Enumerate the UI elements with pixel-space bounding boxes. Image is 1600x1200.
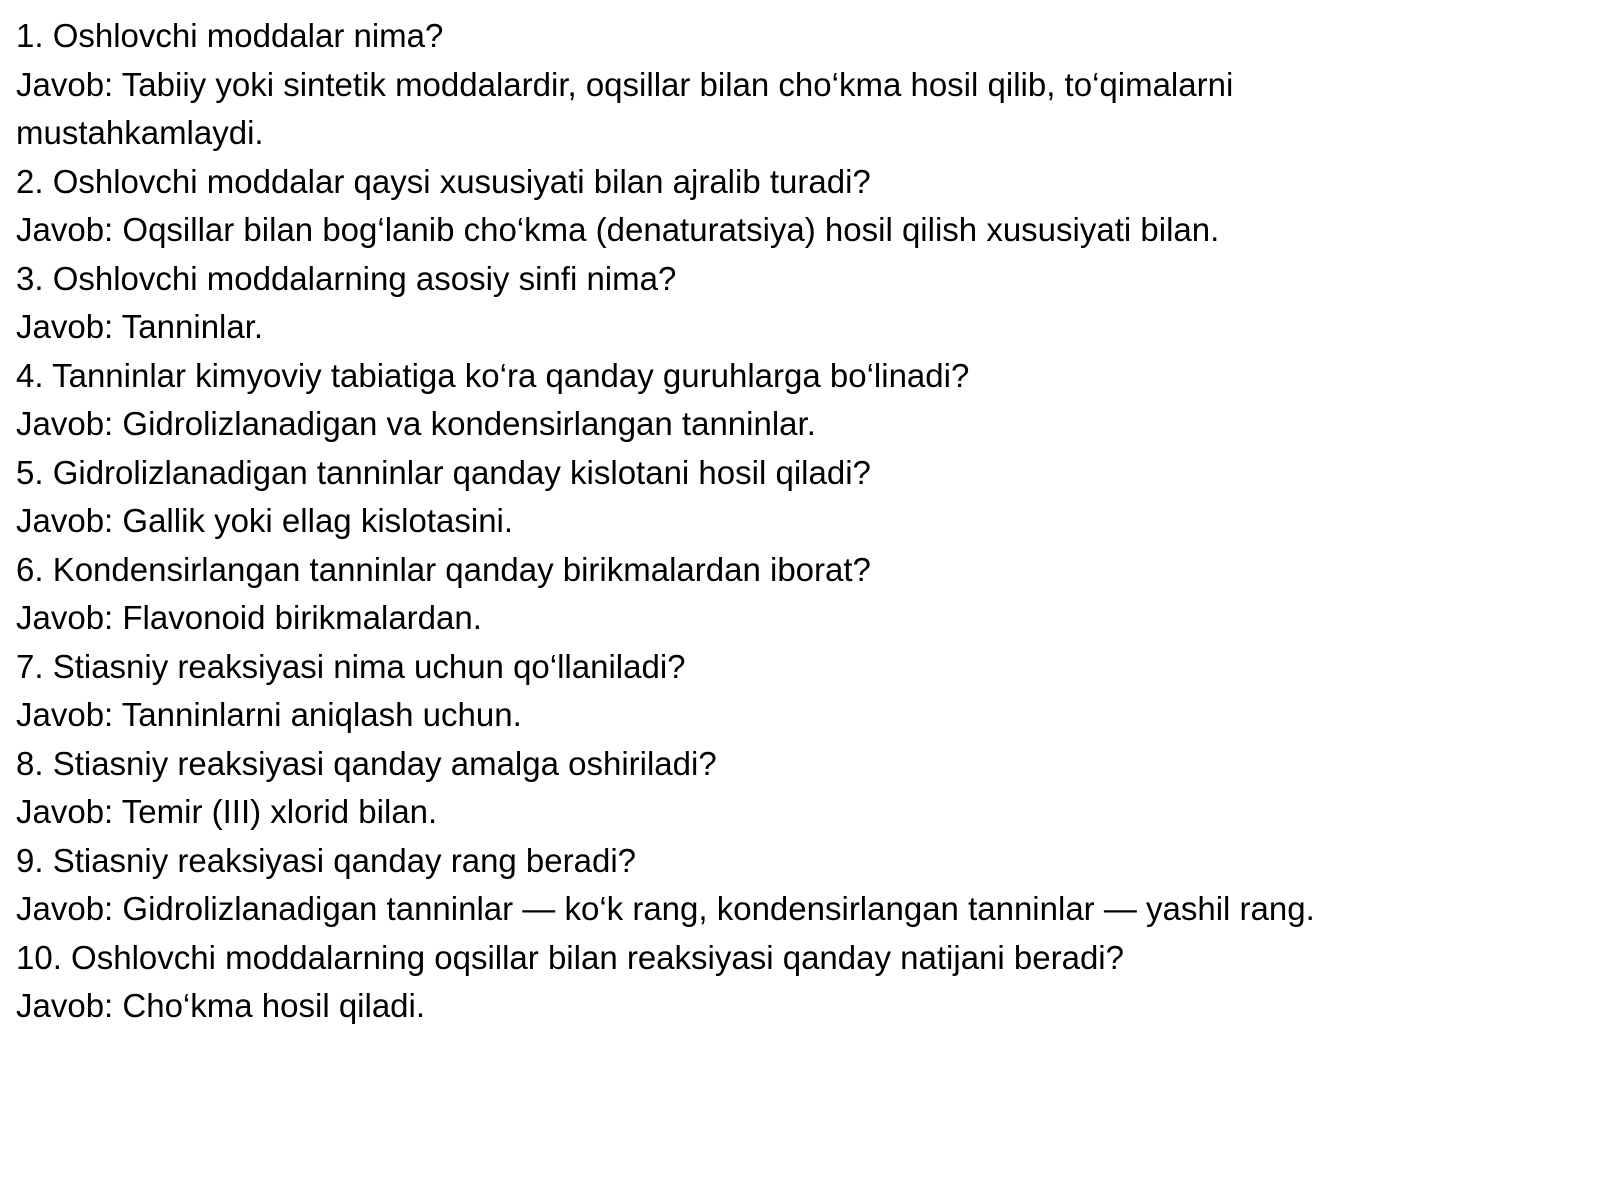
answer-9: Javob: Gidrolizlanadigan tanninlar — ko‘k rang, kondensirlangan tanninlar — yashil rang. bbox=[16, 890, 1315, 927]
answer-8: Javob: Temir (III) xlorid bilan. bbox=[16, 793, 438, 830]
answer-5: Javob: Gallik yoki ellag kislotasini. bbox=[16, 502, 514, 539]
question-10: 10. Oshlovchi moddalarning oqsillar bilan reaksiyasi qanday natijani beradi? bbox=[16, 938, 1124, 976]
question-4: 4. Tanninlar kimyoviy tabiatiga ko‘ra qanday guruhlarga bo‘linadi? bbox=[16, 356, 970, 394]
answer-6: Javob: Flavonoid birikmalardan. bbox=[16, 599, 482, 636]
question-9: 9. Stiasniy reaksiyasi qanday rang beradi? bbox=[16, 841, 637, 879]
answer-1: Javob: Tabiiy yoki sintetik moddalardir, oqsillar bilan cho‘kma hosil qilib, to‘qimalarni mustahkamlaydi. bbox=[16, 65, 1234, 151]
question-8: 8. Stiasniy reaksiyasi qanday amalga oshiriladi? bbox=[16, 744, 717, 782]
question-5: 5. Gidrolizlanadigan tanninlar qanday kislotani hosil qiladi? bbox=[16, 453, 871, 491]
question-3: 3. Oshlovchi moddalarning asosiy sinfi nima? bbox=[16, 259, 677, 297]
question-7: 7. Stiasniy reaksiyasi nima uchun qo‘llaniladi? bbox=[16, 647, 686, 685]
question-1: 1. Oshlovchi moddalar nima? bbox=[16, 17, 444, 54]
question-2: 2. Oshlovchi moddalar qaysi xususiyati bilan ajralib turadi? bbox=[16, 162, 871, 200]
answer-3: Javob: Tanninlar. bbox=[16, 308, 264, 345]
question-6: 6. Kondensirlangan tanninlar qanday birikmalardan iborat? bbox=[16, 550, 871, 588]
qa-list bbox=[16, 12, 1466, 1031]
answer-10: Javob: Cho‘kma hosil qiladi. bbox=[16, 987, 426, 1024]
answer-4: Javob: Gidrolizlanadigan va kondensirlangan tanninlar. bbox=[16, 405, 816, 442]
answer-2: Javob: Oqsillar bilan bog‘lanib cho‘kma (denaturatsiya) hosil qilish xususiyati bilan. bbox=[16, 211, 1220, 248]
answer-7: Javob: Tanninlarni aniqlash uchun. bbox=[16, 696, 522, 733]
